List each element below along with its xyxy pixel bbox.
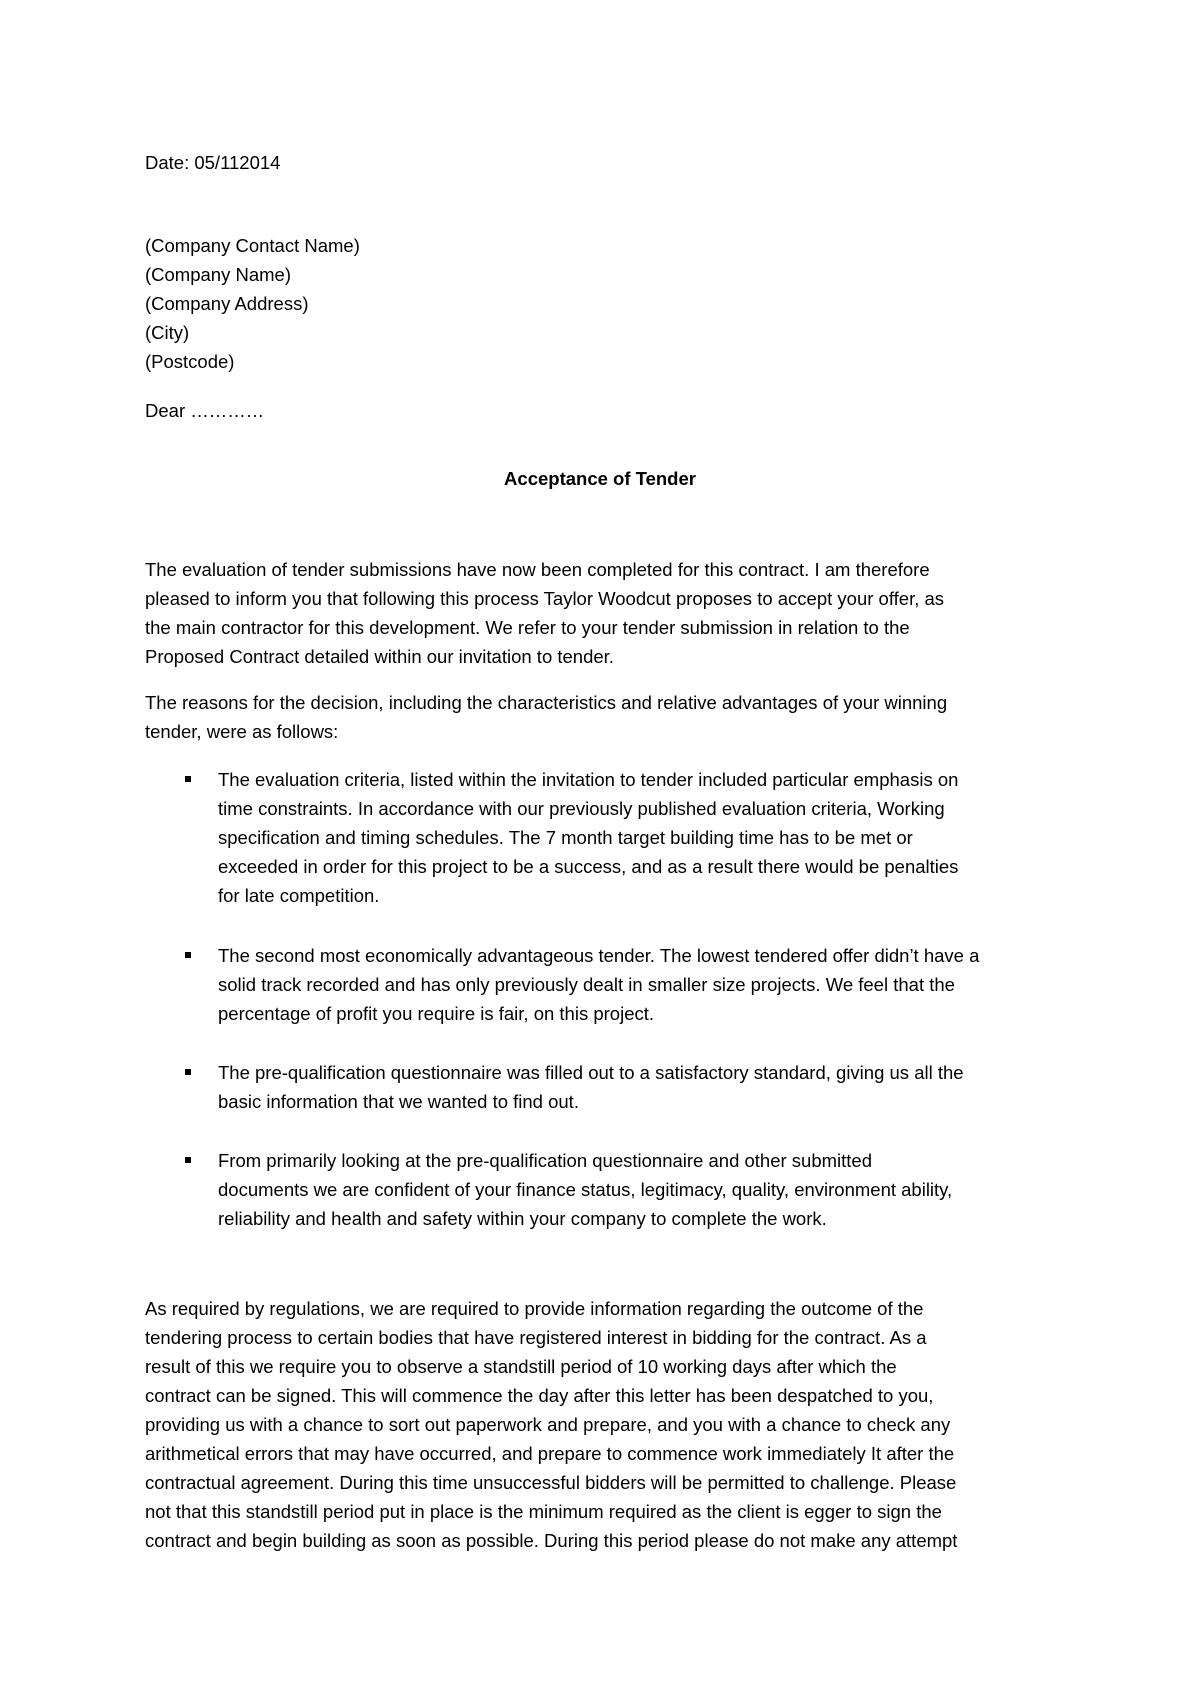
paragraph-line: tender, were as follows: <box>145 721 339 742</box>
paragraph-regulations <box>145 1294 1065 1555</box>
paragraph-line: arithmetical errors that may have occurred, and prepare to commence work immediately It after the <box>145 1443 955 1464</box>
paragraph-line: the main contractor for this development. We refer to your tender submission in relation to the <box>145 617 910 638</box>
paragraph-line: contract can be signed. This will commence the day after this letter has been despatched to you, <box>145 1385 934 1406</box>
recipient-address <box>145 231 1065 376</box>
bullet-line: documents we are confident of your finance status, legitimacy, quality, environment ability, <box>218 1179 953 1200</box>
salutation: Dear ………… <box>145 400 265 421</box>
bullet-line: The evaluation criteria, listed within the invitation to tender included particular emphasis on <box>218 769 959 790</box>
bullet-text <box>218 1058 964 1116</box>
bullet-line: percentage of profit you require is fair, on this project. <box>218 1003 655 1024</box>
paragraph-line: Proposed Contract detailed within our invitation to tender. <box>145 646 614 667</box>
bullet-line: solid track recorded and has only previously dealt in smaller size projects. We feel that the <box>218 974 955 995</box>
paragraph-line: pleased to inform you that following this process Taylor Woodcut proposes to accept your offer, as <box>145 588 945 609</box>
paragraph-line: result of this we require you to observe a standstill period of 10 working days after which the <box>145 1356 897 1377</box>
paragraph-line: The evaluation of tender submissions have now been completed for this contract. I am therefore <box>145 559 930 580</box>
paragraph-line: providing us with a chance to sort out paperwork and prepare, and you with a chance to check any <box>145 1414 951 1435</box>
bullet-line: exceeded in order for this project to be a success, and as a result there would be penalties <box>218 856 959 877</box>
paragraph-reasons <box>145 688 1065 746</box>
paragraph-line: contract and begin building as soon as possible. During this period please do not make any attempt <box>145 1530 958 1551</box>
bullet-text <box>218 765 958 910</box>
paragraph-line: The reasons for the decision, including the characteristics and relative advantages of your winning <box>145 692 948 713</box>
bullet-square-icon <box>185 1157 191 1163</box>
bullet-line: reliability and health and safety within your company to complete the work. <box>218 1208 827 1229</box>
bullet-text <box>218 941 979 1028</box>
paragraph-line: not that this standstill period put in place is the minimum required as the client is egger to sign the <box>145 1501 942 1522</box>
address-company-address: (Company Address) <box>145 293 309 314</box>
bullet-line: specification and timing schedules. The 7 month target building time has to be met or <box>218 827 913 848</box>
paragraph-line: contractual agreement. During this time unsuccessful bidders will be permitted to challenge. Please <box>145 1472 957 1493</box>
letter-title: Acceptance of Tender <box>504 468 696 489</box>
bullet-line: The second most economically advantageous tender. The lowest tendered offer didn’t have a <box>218 945 980 966</box>
bullet-line: From primarily looking at the pre-qualification questionnaire and other submitted <box>218 1150 873 1171</box>
bullet-line: time constraints. In accordance with our previously published evaluation criteria, Working <box>218 798 945 819</box>
paragraph-intro <box>145 555 1065 671</box>
bullet-line: The pre-qualification questionnaire was filled out to a satisfactory standard, giving us all the <box>218 1062 964 1083</box>
paragraph-line: tendering process to certain bodies that have registered interest in bidding for the contract. As a <box>145 1327 927 1348</box>
address-postcode: (Postcode) <box>145 351 235 372</box>
address-company-name: (Company Name) <box>145 264 291 285</box>
bullet-square-icon <box>185 1069 191 1075</box>
address-city: (City) <box>145 322 190 343</box>
bullet-square-icon <box>185 776 191 782</box>
bullet-square-icon <box>185 952 191 958</box>
letter-date: Date: 05/112014 <box>145 152 281 173</box>
bullet-text <box>218 1146 952 1233</box>
address-contact-name: (Company Contact Name) <box>145 235 360 256</box>
bullet-line: for late competition. <box>218 885 380 906</box>
paragraph-line: As required by regulations, we are required to provide information regarding the outcome of the <box>145 1298 924 1319</box>
bullet-line: basic information that we wanted to find out. <box>218 1091 579 1112</box>
